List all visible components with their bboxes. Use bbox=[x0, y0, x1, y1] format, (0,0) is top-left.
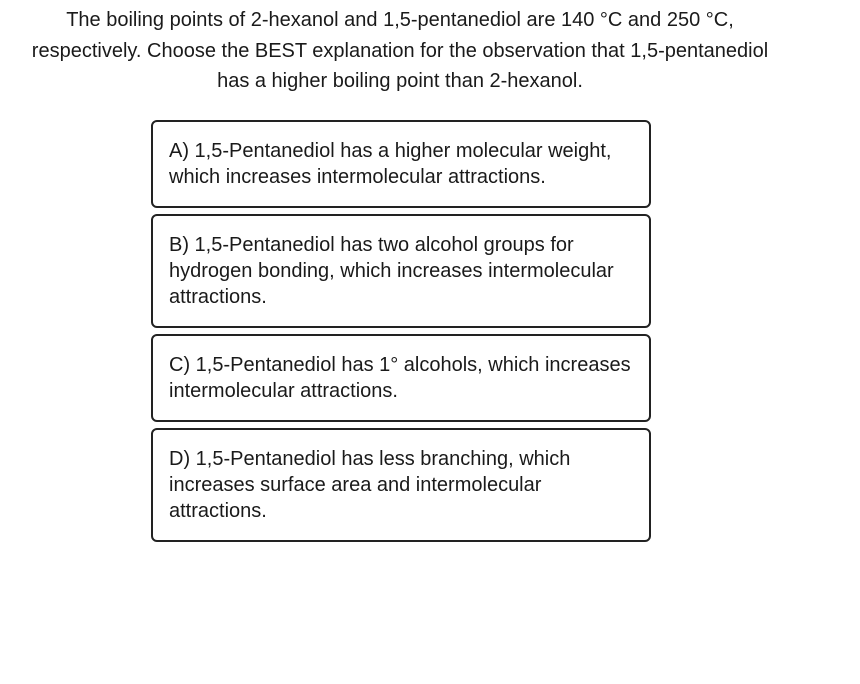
option-a-label: A) 1,5-Pentanediol has a higher molecular weight, which increases intermolecular attractions. bbox=[169, 140, 612, 188]
question-text: The boiling points of 2-hexanol and 1,5-pentanediol are 140 °C and 250 °C, respectively. Choose the BEST explanation for the observation that 1,5-pentanediol has a higher boiling point than 2-hexanol. bbox=[31, 9, 769, 92]
option-b-button[interactable] bbox=[151, 214, 651, 328]
option-d-button[interactable] bbox=[151, 428, 651, 542]
option-b-label: B) 1,5-Pentanediol has two alcohol groups for hydrogen bonding, which increases intermolecular attractions. bbox=[169, 234, 614, 308]
option-c-button[interactable] bbox=[151, 334, 651, 422]
option-c-label: C) 1,5-Pentanediol has 1° alcohols, which increases intermolecular attractions. bbox=[169, 354, 631, 402]
option-a-button[interactable] bbox=[151, 120, 651, 208]
answer-options bbox=[151, 120, 651, 548]
option-d-label: D) 1,5-Pentanediol has less branching, which increases surface area and intermolecular attractions. bbox=[169, 448, 571, 522]
